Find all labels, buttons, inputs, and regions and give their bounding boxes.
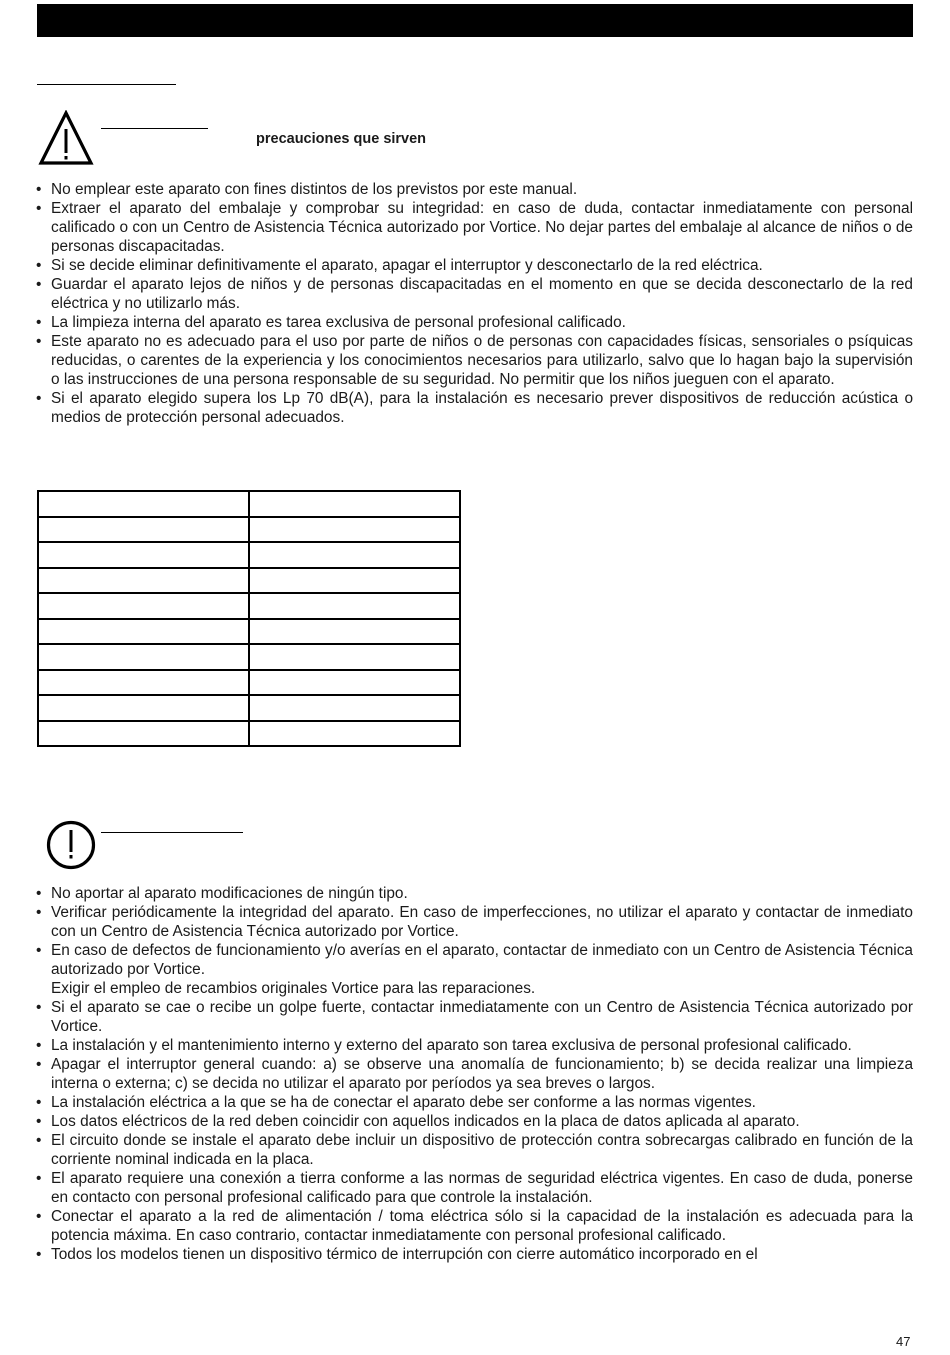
- table-cell: [38, 542, 249, 568]
- list-item: [36, 941, 913, 998]
- warning-list: [36, 180, 913, 427]
- list-item: [36, 998, 913, 1036]
- list-item: [36, 389, 913, 427]
- table-cell: [249, 670, 460, 696]
- list-item-text: Si el aparato elegido supera los Lp 70 dB(A), para la instalación es necesario prever dispositivos de reducción acústica o medios de protección personal adecuados.: [51, 390, 913, 426]
- list-item: [36, 1112, 913, 1131]
- table-cell: [249, 491, 460, 517]
- list-item: [36, 1036, 913, 1055]
- list-item-text: El circuito donde se instale el aparato debe incluir un dispositivo de protección contra sobrecargas calibrado en función de la corriente nominal indicada en la placa.: [51, 1132, 913, 1168]
- table-cell: [38, 491, 249, 517]
- table-cell: [249, 619, 460, 645]
- list-item-text: Conectar el aparato a la red de alimentación / toma eléctrica sólo si la capacidad de la instalación es adecuada para la potencia máxima. En caso contrario, contactar inmediatamente con personal profesional calificado.: [51, 1208, 913, 1244]
- section-title-rule: [37, 84, 176, 85]
- list-item: [36, 884, 913, 903]
- list-item: [36, 256, 913, 275]
- table-row: [38, 619, 460, 645]
- table-row: [38, 695, 460, 721]
- list-item: [36, 332, 913, 389]
- list-item: [36, 313, 913, 332]
- list-item: [36, 1055, 913, 1093]
- list-item-text: Este aparato no es adecuado para el uso por parte de niños o de personas con capacidades físicas, sensoriales o psíquicas reducidas, o carentes de la experiencia y los conocimientos necesarios para utilizarlo, salvo que lo hagan bajo la supervisión o las instrucciones de una persona responsable de su seguridad. No permitir que los niños jueguen con el aparato.: [51, 333, 913, 388]
- list-item: [36, 1245, 913, 1264]
- table-cell: [38, 568, 249, 594]
- list-item-text: Si el aparato se cae o recibe un golpe fuerte, contactar inmediatamente con un Centro de Asistencia Técnica autorizado por Vortice.: [51, 999, 913, 1035]
- list-item: [36, 1207, 913, 1245]
- table-cell: [38, 619, 249, 645]
- list-item: [36, 199, 913, 256]
- list-item-text: La instalación eléctrica a la que se ha de conectar el aparato debe ser conforme a las normas vigentes.: [51, 1094, 756, 1111]
- list-item-text: Los datos eléctricos de la red deben coincidir con aquellos indicados en la placa de datos aplicada al aparato.: [51, 1113, 800, 1130]
- list-item-text: Guardar el aparato lejos de niños y de personas discapacitadas en el momento en que se decida desconectarlo de la red eléctrica y no utilizarlo más.: [51, 276, 913, 312]
- table-cell: [249, 542, 460, 568]
- caution-exclamation-icon: [46, 820, 96, 870]
- list-item-text: La limpieza interna del aparato es tarea exclusiva de personal profesional calificado.: [51, 314, 626, 331]
- table-row: [38, 593, 460, 619]
- table-row: [38, 644, 460, 670]
- list-item-text: Verificar periódicamente la integridad del aparato. En caso de imperfecciones, no utilizar el aparato y contactar de inmediato con un Centro de Asistencia Técnica autorizado por Vortice.: [51, 904, 913, 940]
- list-item-text: Todos los modelos tienen un dispositivo térmico de interrupción con cierre automático incorporado en el: [51, 1246, 758, 1263]
- table-row: [38, 721, 460, 747]
- table-cell: [249, 568, 460, 594]
- list-item-text: La instalación y el mantenimiento interno y externo del aparato son tarea exclusiva de personal profesional calificado.: [51, 1037, 852, 1054]
- caution-list: [36, 884, 913, 1264]
- table-cell: [249, 721, 460, 747]
- table-cell: [249, 695, 460, 721]
- table-cell: [249, 593, 460, 619]
- list-item: [36, 180, 913, 199]
- list-item-text: El aparato requiere una conexión a tierra conforme a las normas de seguridad eléctrica vigentes. En caso de duda, ponerse en contacto con personal profesional calificado para que controle la instalación.: [51, 1170, 913, 1206]
- table-row: [38, 517, 460, 543]
- list-item: [36, 1169, 913, 1207]
- table-row: [38, 542, 460, 568]
- list-item: [36, 903, 913, 941]
- table-cell: [38, 593, 249, 619]
- header-bar: [37, 4, 913, 37]
- warning-triangle-icon: [38, 110, 94, 166]
- table-cell: [249, 644, 460, 670]
- list-item-text: No aportar al aparato modificaciones de ningún tipo.: [51, 885, 408, 902]
- list-item-text: Si se decide eliminar definitivamente el aparato, apagar el interruptor y desconectarlo de la red eléctrica.: [51, 257, 763, 274]
- table-row: [38, 670, 460, 696]
- specs-table: [37, 490, 461, 747]
- list-item: [36, 1093, 913, 1112]
- list-item-text: No emplear este aparato con fines distintos de los previstos por este manual.: [51, 181, 578, 198]
- list-item: [36, 275, 913, 313]
- list-item: [36, 1131, 913, 1169]
- table-cell: [38, 644, 249, 670]
- caution-heading-rule: [101, 832, 243, 833]
- page-number: 47: [896, 1334, 911, 1349]
- table-cell: [38, 721, 249, 747]
- list-item-text: Apagar el interruptor general cuando: a) se observe una anomalía de funcionamiento; b) se decida realizar una limpieza interna o externa; c) se decida no utilizar el aparato por períodos ya sea breves o largos.: [51, 1056, 913, 1092]
- warning-subtitle: precauciones que sirven: [256, 131, 427, 147]
- table-cell: [38, 517, 249, 543]
- list-item-text: Extraer el aparato del embalaje y comprobar su integridad: en caso de duda, contactar inmediatamente con personal calificado o con un Centro de Asistencia Técnica autorizado por Vortice. No dejar partes del embalaje al alcance de niños o de personas discapacitadas.: [51, 200, 913, 255]
- list-item-text: En caso de defectos de funcionamiento y/o averías en el aparato, contactar de inmediato con un Centro de Asistencia Técnica autorizado por Vortice.: [51, 942, 913, 978]
- table-cell: [38, 695, 249, 721]
- table-row: [38, 568, 460, 594]
- list-item-subtext: Exigir el empleo de recambios originales Vortice para las reparaciones.: [51, 980, 536, 997]
- warning-heading-rule: [101, 128, 208, 129]
- table-cell: [38, 670, 249, 696]
- table-cell: [249, 517, 460, 543]
- table-row: [38, 491, 460, 517]
